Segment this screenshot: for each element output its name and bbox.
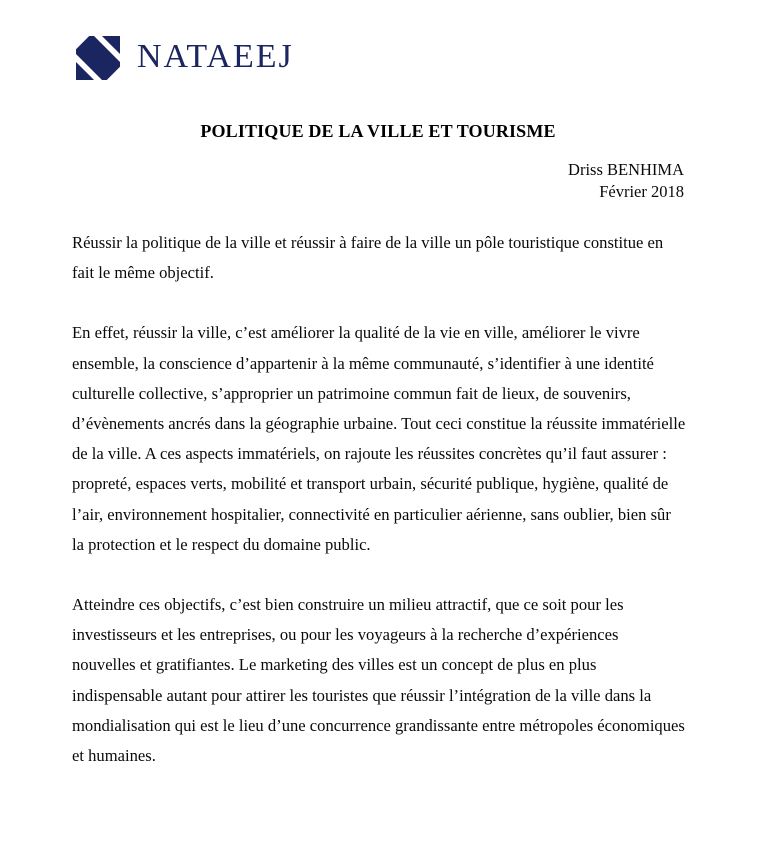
document-body: [72, 228, 686, 771]
brand-logo-lockup: [76, 36, 294, 80]
body-paragraph-2: En effet, réussir la ville, c’est améliorer la qualité de la vie en ville, améliorer le vivre ensemble, la conscience d’appartenir à la même communauté, s’identifier à une identité culturelle collective, s’approprier un patrimoine commun fait de lieux, de souvenirs, d’évènements ancrés dans la géographie urbaine. Tout ceci constitue la réussite immatérielle de la ville. A ces aspects immatériels, on rajoute les réussites concrètes qu’il faut assurer : propreté, espaces verts, mobilité et transport urbain, sécurité publique, hygiène, qualité de l’air, environnement hospitalier, connectivité en particulier aérienne, sans oublier, bien sûr la protection et le respect du domaine public.: [72, 323, 686, 554]
byline: [72, 159, 684, 203]
body-paragraph-3: Atteindre ces objectifs, c’est bien construire un milieu attractif, que ce soit pour les investisseurs et les entreprises, ou pour les voyageurs à la recherche d’expériences nouvelles et gratifiantes. Le marketing des villes est un concept de plus en plus indispensable autant pour attirer les touristes que réussir l’intégration de la ville dans la mondialisation qui est le lieu d’une concurrence grandissante entre métropoles économiques et humaines.: [72, 595, 685, 766]
document-date: Février 2018: [599, 182, 684, 201]
brand-wordmark: NATAEEJ: [137, 38, 294, 75]
document-title: POLITIQUE DE LA VILLE ET TOURISME: [200, 121, 556, 141]
body-paragraph-1: Réussir la politique de la ville et réussir à faire de la ville un pôle touristique constitue en fait le même objectif.: [72, 233, 664, 283]
nataeej-n-logo-icon: [76, 36, 120, 80]
author-name: Driss BENHIMA: [568, 160, 684, 179]
